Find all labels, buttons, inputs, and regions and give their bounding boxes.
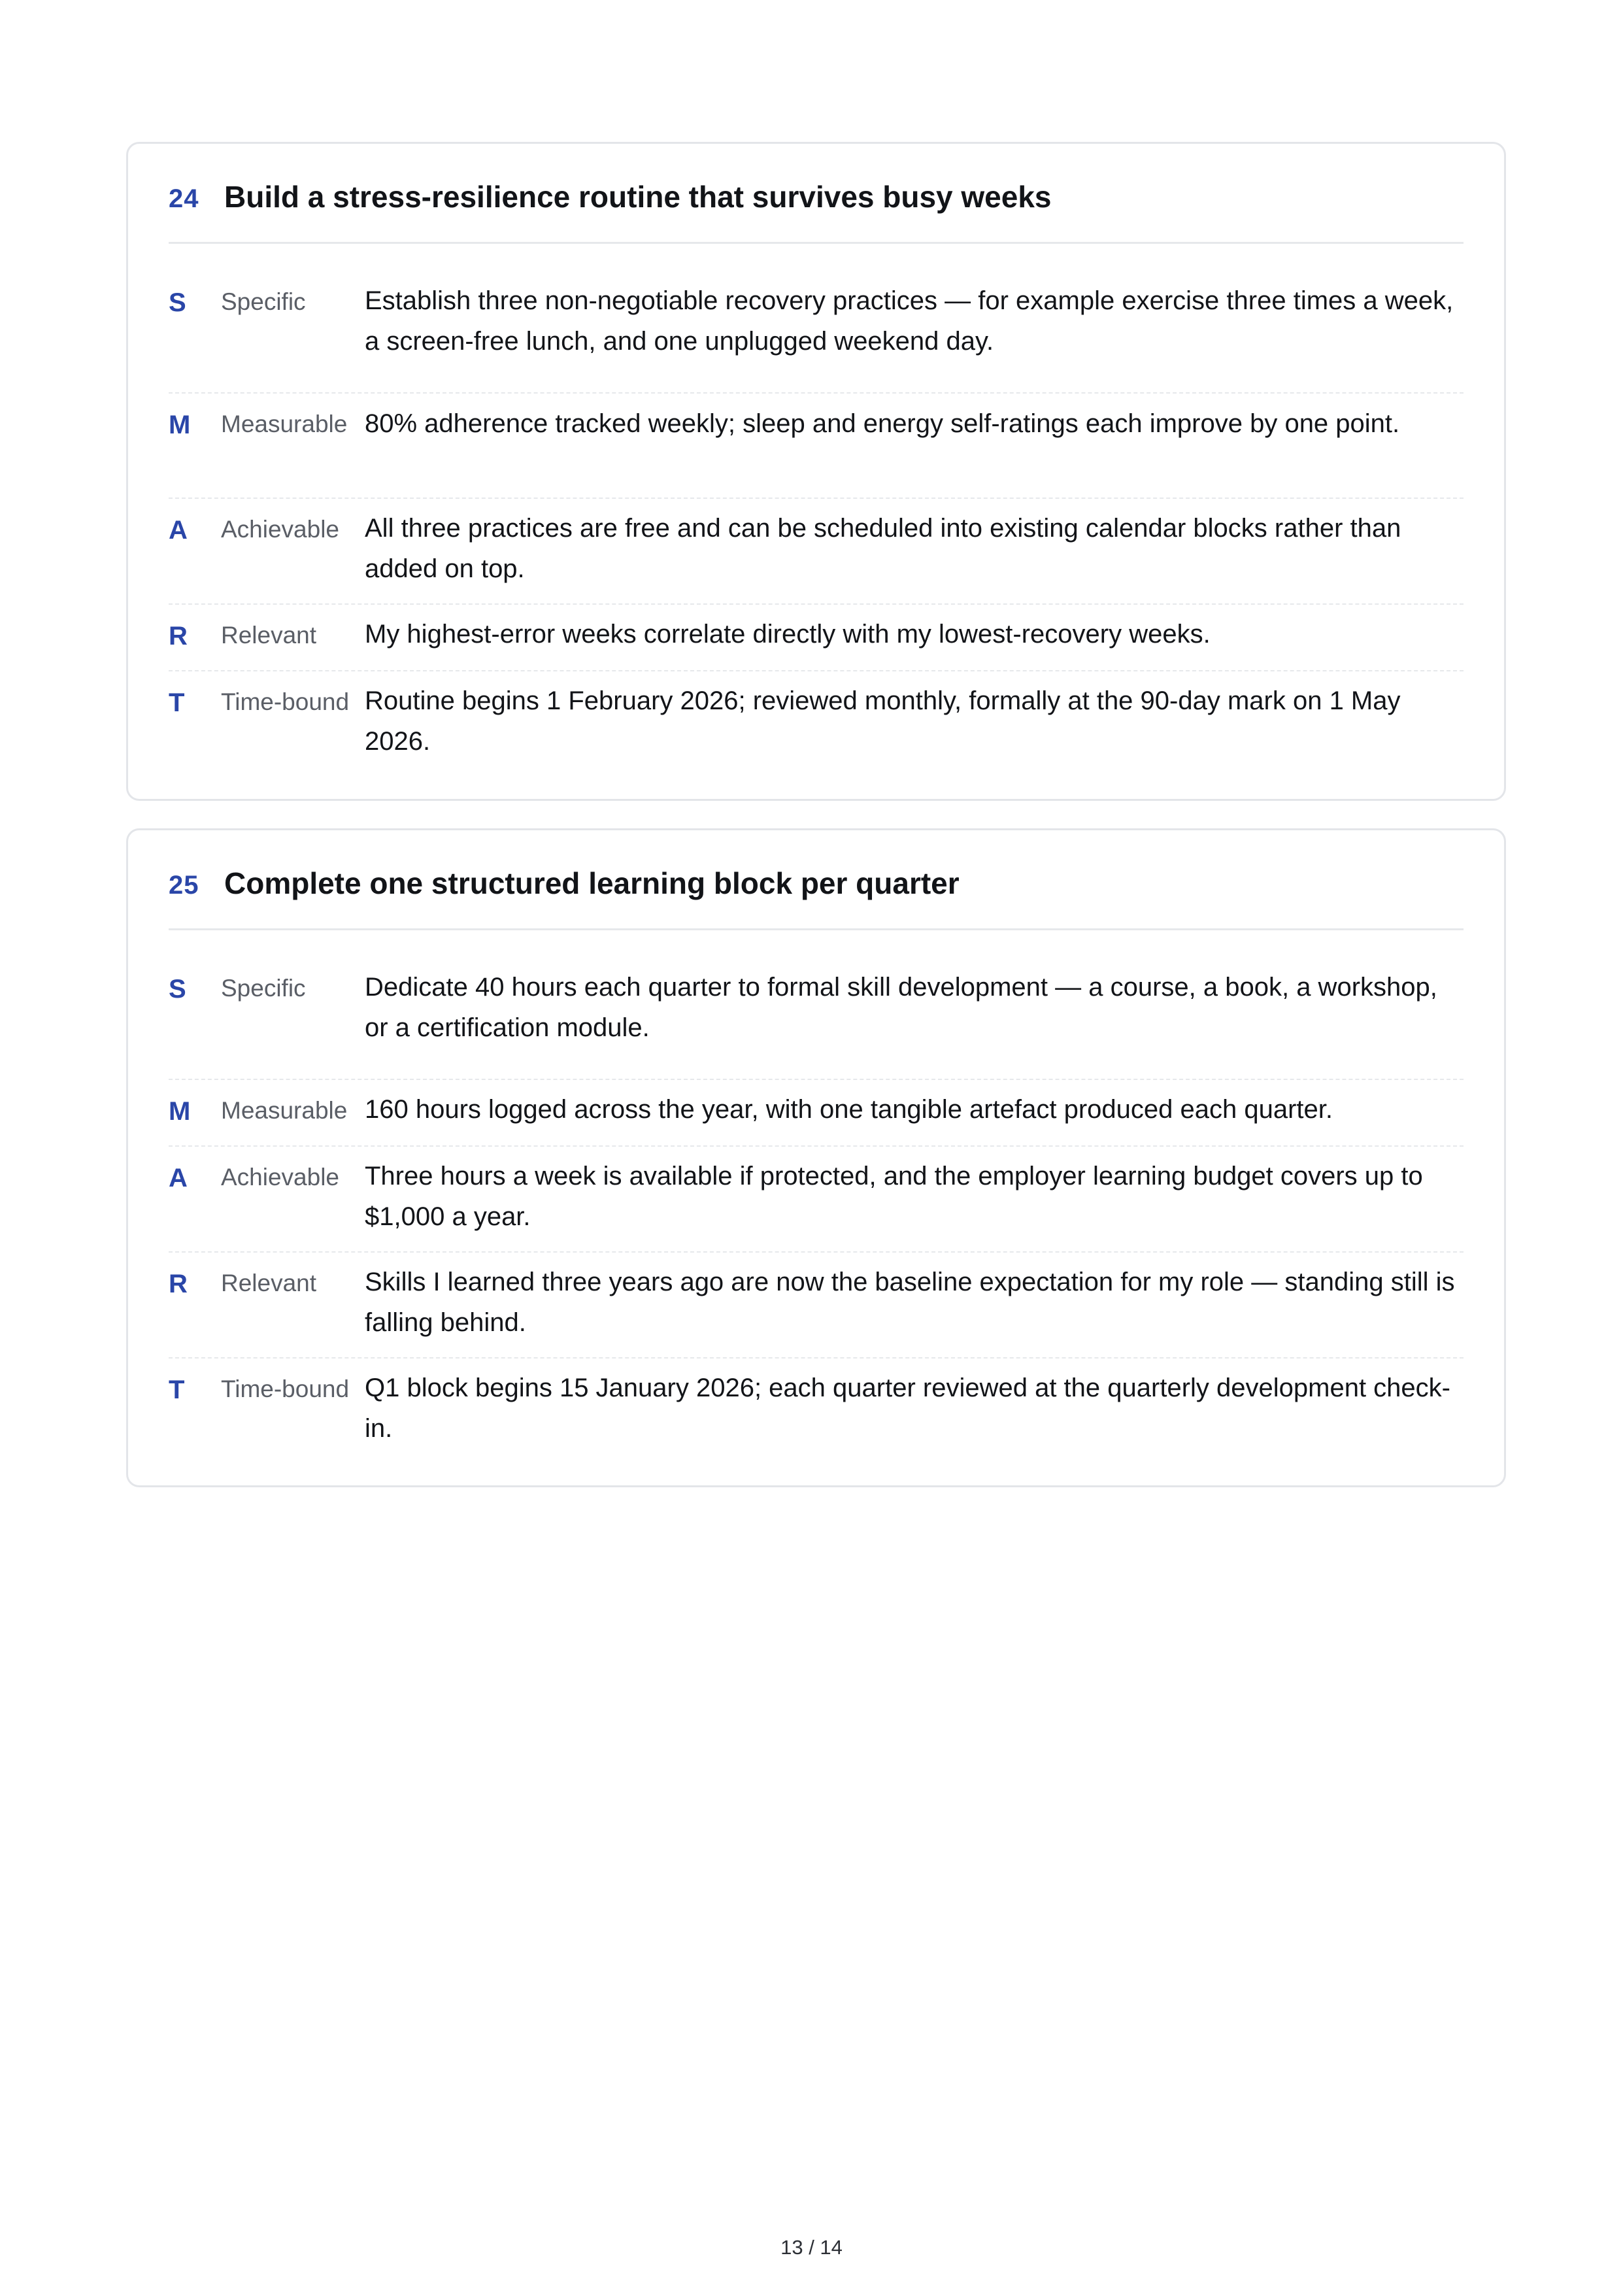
smart-row-measurable xyxy=(169,394,1464,499)
smart-row-time-bound xyxy=(169,671,1464,776)
smart-label: Achievable xyxy=(221,1164,340,1190)
smart-letter: R xyxy=(169,1270,188,1298)
smart-label: Measurable xyxy=(221,1097,348,1124)
smart-text: Dedicate 40 hours each quarter to formal skill development — a course, a book, a workshop, or a certification module. xyxy=(365,973,1437,1042)
smart-text: My highest-error weeks correlate directly with my lowest-recovery weeks. xyxy=(365,620,1211,649)
smart-letter: R xyxy=(169,622,188,650)
smart-letter: A xyxy=(169,1164,188,1192)
smart-text: 160 hours logged across the year, with one tangible artefact produced each quarter. xyxy=(365,1095,1333,1124)
smart-letter: M xyxy=(169,411,191,439)
smart-text: Routine begins 1 February 2026; reviewed monthly, formally at the 90-day mark on 1 May 2026. xyxy=(365,686,1401,756)
goal-header xyxy=(169,830,1464,930)
smart-letter: T xyxy=(169,688,185,717)
smart-row-specific xyxy=(169,288,1464,394)
smart-letter: M xyxy=(169,1097,191,1126)
smart-row-measurable xyxy=(169,1080,1464,1147)
smart-letter: S xyxy=(169,288,186,317)
smart-row-relevant xyxy=(169,1253,1464,1359)
smart-letter: S xyxy=(169,975,186,1004)
goal-number: 25 xyxy=(169,871,199,900)
smart-label: Specific xyxy=(221,288,306,315)
smart-row-achievable xyxy=(169,1147,1464,1253)
goal-number: 24 xyxy=(169,184,199,213)
smart-letter: A xyxy=(169,516,188,545)
smart-label: Specific xyxy=(221,975,306,1002)
smart-letter: T xyxy=(169,1376,185,1404)
smart-text: All three practices are free and can be scheduled into existing calendar blocks rather than added on top. xyxy=(365,514,1401,583)
smart-rows xyxy=(169,244,1464,776)
smart-label: Achievable xyxy=(221,516,340,543)
smart-row-specific xyxy=(169,975,1464,1080)
smart-text: Three hours a week is available if protected, and the employer learning budget covers up to $1,000 a year. xyxy=(365,1162,1423,1231)
smart-label: Relevant xyxy=(221,622,317,649)
smart-rows xyxy=(169,930,1464,1463)
goal-card-24 xyxy=(126,142,1506,801)
smart-label: Time-bound xyxy=(221,1376,350,1402)
smart-row-time-bound xyxy=(169,1359,1464,1463)
smart-text: Skills I learned three years ago are now the baseline expectation for my role — standing still is falling behind. xyxy=(365,1268,1455,1337)
smart-text: Q1 block begins 15 January 2026; each quarter reviewed at the quarterly development check-in. xyxy=(365,1374,1450,1443)
smart-row-relevant xyxy=(169,605,1464,671)
smart-text: 80% adherence tracked weekly; sleep and energy self-ratings each improve by one point. xyxy=(365,409,1400,438)
smart-label: Measurable xyxy=(221,411,348,437)
goal-title: Build a stress-resilience routine that survives busy weeks xyxy=(224,180,1052,214)
goal-card-25 xyxy=(126,828,1506,1487)
smart-row-achievable xyxy=(169,499,1464,605)
smart-label: Relevant xyxy=(221,1270,317,1296)
smart-label: Time-bound xyxy=(221,688,350,715)
goal-title: Complete one structured learning block per quarter xyxy=(224,866,960,900)
page-number: 13 / 14 xyxy=(780,2236,843,2259)
smart-text: Establish three non-negotiable recovery practices — for example exercise three times a week, a screen-free lunch, and one unplugged weekend day. xyxy=(365,286,1454,356)
goal-header xyxy=(169,144,1464,244)
